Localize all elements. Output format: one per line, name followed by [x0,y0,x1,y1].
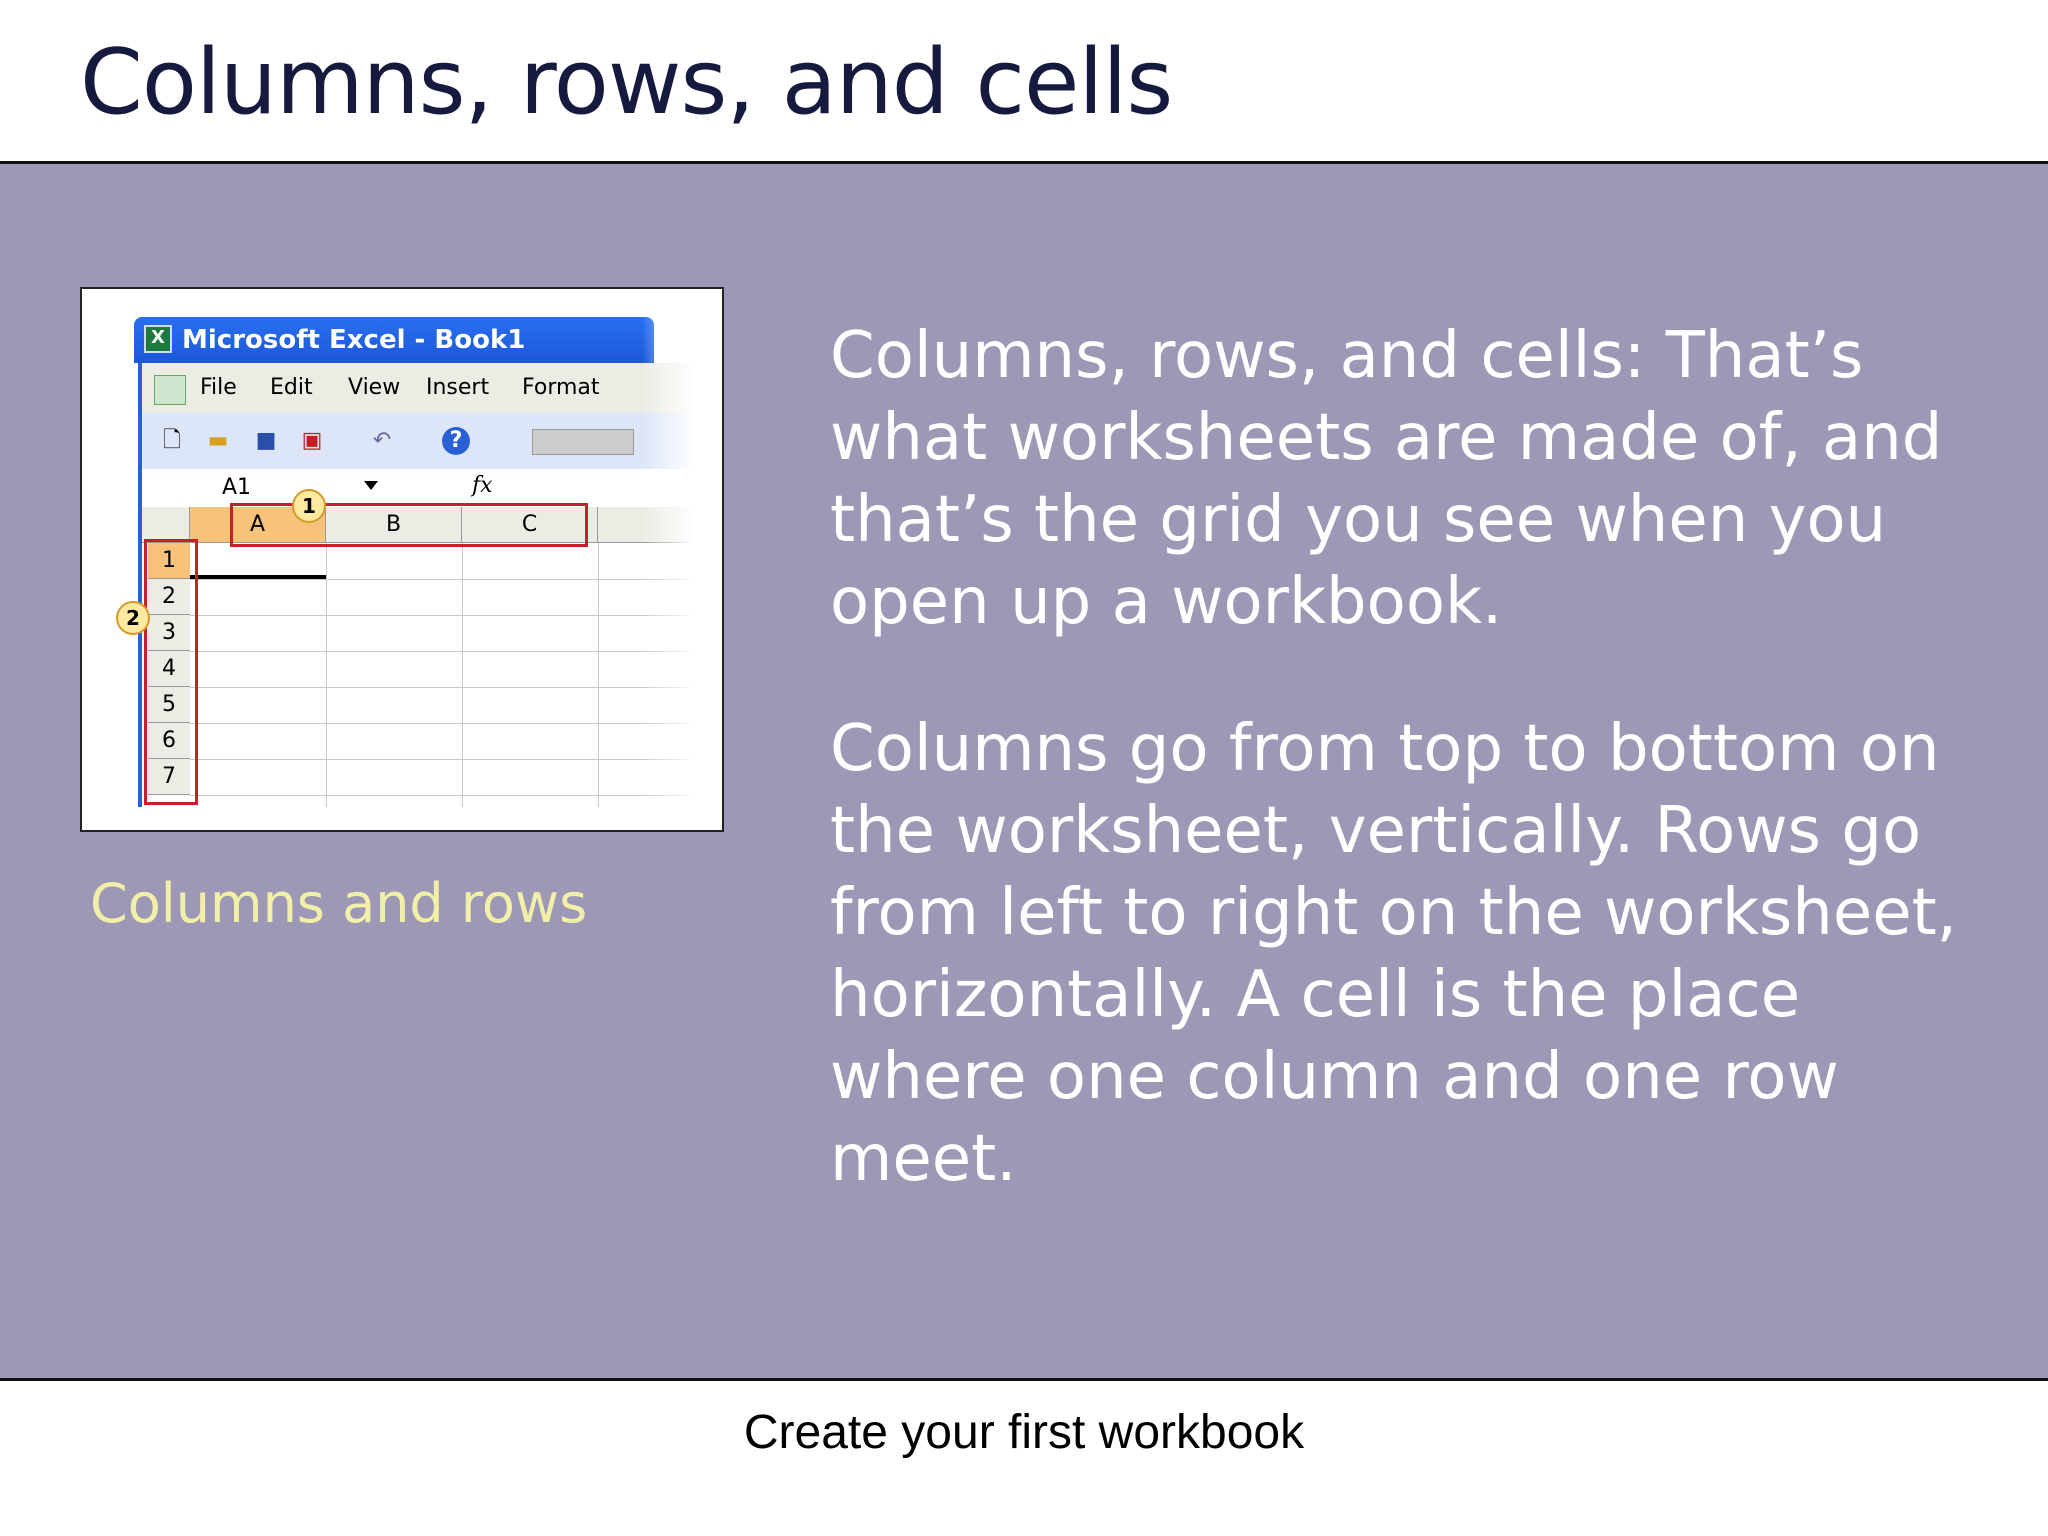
excel-logo-icon: X [144,325,172,353]
undo-icon[interactable]: ↶ [372,428,392,453]
grid-line [190,687,702,688]
image-caption: Columns and rows [90,872,588,935]
paragraph-2-line: horizontally. A cell is the place [830,958,1801,1032]
print-icon[interactable]: ▣ [301,428,323,453]
row-header-3[interactable]: 3 [148,615,190,651]
grid-line [190,579,702,580]
workbook-icon [154,375,186,405]
worksheet-grid [138,507,702,807]
grid-line [190,795,702,796]
paragraph-1-line: Columns, rows, and cells: That’s [830,319,1864,393]
grid-line [598,543,599,807]
torn-edge [642,289,724,832]
paragraph-2 [830,708,2010,1200]
row-header-5[interactable]: 5 [148,687,190,723]
column-header-a[interactable]: A [190,507,326,543]
columns-highlight [230,503,588,547]
active-cell-a1[interactable] [190,543,326,579]
save-icon[interactable]: ■ [255,428,277,453]
name-box[interactable]: A1 [222,475,252,500]
open-icon[interactable]: ▬ [207,428,229,453]
callout-2-badge: 2 [116,601,150,635]
row-header-6[interactable]: 6 [148,723,190,759]
excel-menu-bar [138,363,702,413]
paragraph-1 [830,315,2010,643]
paragraph-2-line: Columns go from top to bottom on [830,712,1940,786]
paragraph-2-line: the worksheet, vertically. Rows go [830,794,1922,868]
row-header-7[interactable]: 7 [148,759,190,795]
row-header-2[interactable]: 2 [148,579,190,615]
grid-line [190,615,702,616]
font-select[interactable] [532,429,634,455]
grid-line [462,543,463,807]
paragraph-2-line: meet. [830,1122,1017,1196]
callout-1-badge: 1 [292,489,326,523]
grid-line [326,543,327,807]
menu-edit[interactable]: Edit [270,375,313,400]
grid-line [190,723,702,724]
grid-line [190,759,702,760]
slide-title: Columns, rows, and cells [80,30,1173,135]
rows-highlight [144,539,198,805]
help-icon[interactable]: ? [442,427,470,455]
fx-icon[interactable]: fx [472,473,493,498]
menu-insert[interactable]: Insert [426,375,490,400]
grid-line [190,651,702,652]
paragraph-1-line: open up a workbook. [830,565,1503,639]
excel-window-title: Microsoft Excel - Book1 [182,325,526,355]
row-header-1[interactable]: 1 [148,543,190,579]
paragraph-1-line: that’s the grid you see when you [830,483,1887,557]
excel-title-bar [134,317,654,363]
chevron-down-icon[interactable] [364,481,378,490]
excel-toolbar [138,413,702,469]
paragraph-2-line: from left to right on the worksheet, [830,876,1957,950]
menu-format[interactable]: Format [522,375,600,400]
excel-screenshot [80,287,724,832]
menu-file[interactable]: File [200,375,237,400]
paragraph-1-line: what worksheets are made of, and [830,401,1943,475]
select-all-corner[interactable] [142,507,190,543]
paragraph-2-line: where one column and one row [830,1040,1839,1114]
menu-view[interactable]: View [348,375,401,400]
new-icon[interactable]: 🗋 [163,428,181,453]
row-header-4[interactable]: 4 [148,651,190,687]
slide-footer: Create your first workbook [743,1406,1305,1459]
column-header-c[interactable]: C [462,507,598,543]
column-header-b[interactable]: B [326,507,462,543]
footer-divider [0,1378,2048,1381]
